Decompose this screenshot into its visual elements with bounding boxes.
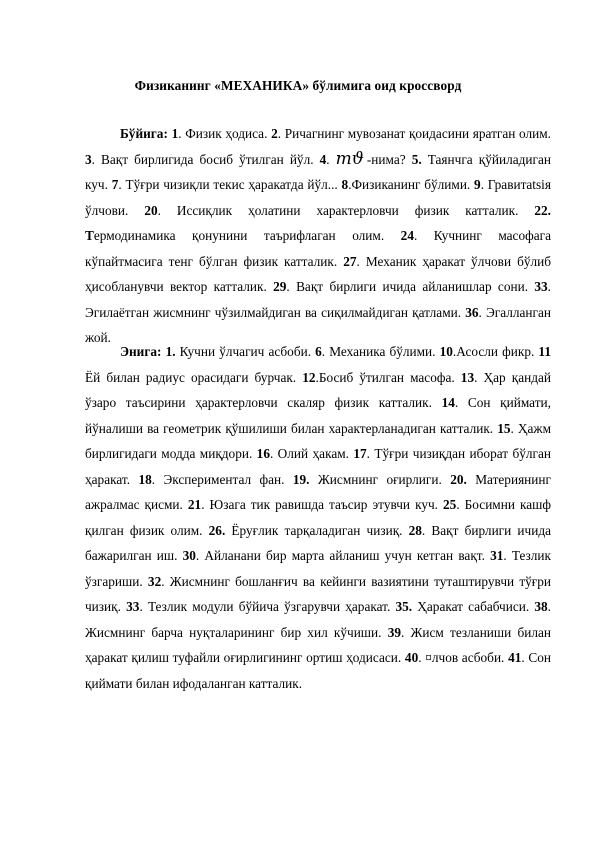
clue-item <box>405 650 508 665</box>
clue-number: 12 <box>302 369 316 385</box>
clue-item <box>144 203 534 218</box>
page-title: Физиканинг «МЕХАНИКА» бўлимига оид кроссворд <box>134 78 462 93</box>
clue-item <box>209 523 409 538</box>
clue-item <box>315 344 439 359</box>
clue-number: 1. <box>165 344 176 359</box>
clue-item <box>172 126 272 141</box>
clue-text: Жисмнинг оғирлиги. <box>309 471 451 487</box>
clue-number: 21 <box>187 497 202 512</box>
clue-number: 41 <box>508 650 522 665</box>
clue-text: . Ричагнинг мувозанат қоидасини яратган олим. <box>277 126 551 141</box>
clue-text: Материянинг ажралмас қисми. <box>85 471 551 512</box>
clue-text: Ёруғлик тарқаладиган чизиқ. <box>225 522 409 538</box>
clue-text: . Кучнинг масофага кўпайтмасига тенг бўлган физик катталик. <box>85 228 551 269</box>
clue-number: 16 <box>256 446 270 461</box>
clue-item <box>85 152 320 167</box>
clue-item <box>183 548 490 563</box>
clue-text: .Босиб ўтилган масофа. <box>315 369 461 385</box>
clue-text: . Сон қиймати, йўналиши ва геометрик қўшилиши билан характерланадиган катталик. <box>85 395 551 436</box>
clue-number: 32 <box>147 573 162 589</box>
clue-number: 18 <box>138 471 152 487</box>
clue-number: 40 <box>404 650 419 665</box>
clue-item <box>273 279 534 294</box>
clue-text: . Жисм тезланиши билан ҳаракат қилиш туфайли оғирлигининг ортиш ҳодисаси. <box>85 624 551 665</box>
clue-formula: mϑ <box>335 148 364 169</box>
clue-number: 6 <box>315 344 322 359</box>
clue-number: 29 <box>273 279 287 294</box>
clue-text: . Ҳажм бирлигидаги модда миқдори. <box>85 420 551 461</box>
clue-text: . Тезлик модули бўйича ўзгарувчи ҳаракат. <box>139 599 396 614</box>
clue-number: 8 <box>341 177 349 192</box>
clue-number: 25 <box>443 497 457 512</box>
clue-item <box>138 472 292 487</box>
clue-number: 2 <box>271 126 278 141</box>
across-heading: Бўйига: <box>120 126 168 141</box>
clue-number: 13 <box>460 369 475 385</box>
clue-text: . Тўғри чизиқдан иборат бўлган ҳаракат. <box>85 446 552 487</box>
clue-number: 36 <box>465 304 479 320</box>
clue-text: Ёй билан радиус орасидаги бурчак. <box>85 369 303 385</box>
clue-item <box>293 472 450 487</box>
clue-number: 19. <box>292 471 310 487</box>
clue-text: . Вақт бирлиги ичида айланишлар сони. <box>286 279 535 294</box>
clue-item <box>440 344 539 359</box>
clue-text: . <box>326 151 330 167</box>
clue-number: 26. <box>208 522 226 538</box>
clue-number: 1 <box>171 126 179 141</box>
clue-text: . Айланани бир марта айланиш учун кетган вақт. <box>195 548 491 563</box>
clue-text: . Механик ҳаракат ўлчови бўлиб ҳисобланувчи вектор катталик. <box>85 253 552 294</box>
clue-item <box>395 599 534 614</box>
clue-text: . Олий ҳакам. <box>269 446 354 461</box>
clue-number: 9 <box>474 177 481 192</box>
clue-text: . Сон қиймати билан ифодаланган катталик. <box>85 650 552 691</box>
clue-text: . Гравитatsiя ўлчови. <box>85 177 551 218</box>
clue-number: 20 <box>144 202 158 218</box>
clue-item <box>342 177 475 192</box>
clue-number: 38 <box>534 599 548 614</box>
clue-item <box>302 370 461 385</box>
clue-number: 5. <box>411 151 422 167</box>
clue-number: 15 <box>497 420 511 436</box>
clue-text: . Тўғри чизиқли текис ҳаракатда йўл... <box>118 177 342 192</box>
down-heading: Энига: <box>120 344 162 359</box>
clue-number: 11 <box>538 344 551 359</box>
clue-item <box>188 497 443 512</box>
clue-number: 27 <box>343 253 357 269</box>
clue-text: . Эгалланган жой. <box>85 304 551 345</box>
clue-number: 17 <box>353 446 367 461</box>
clue-number: 30 <box>182 548 196 563</box>
clue-number: 14 <box>441 395 455 410</box>
clue-text: . Жисмнинг бошланғич ва кейинги вазиятини туташтирувчи тўғри чизиқ. <box>85 573 552 614</box>
clue-text: . Физик ҳодиса. <box>178 126 272 141</box>
clue-number: 33 <box>534 279 548 294</box>
clue-text-after: -нима? <box>366 151 412 167</box>
clue-number: 31 <box>490 548 504 563</box>
clue-text: . Экспериментал фан. <box>151 471 293 487</box>
clue-text: Таянчга қўйиладиган куч. <box>85 151 551 192</box>
clue-text: ермодинамика қонунини таърифлаган олим. <box>93 228 401 243</box>
clue-text: . Босимни кашф қилган физик олим. <box>85 497 551 538</box>
clue-number: 28 <box>408 522 422 538</box>
clue-item <box>257 446 354 461</box>
clue-item <box>126 599 395 614</box>
clue-text: . Механика бўлими. <box>321 344 440 359</box>
clue-number: 33 <box>126 599 140 614</box>
clue-text: . Тезлик ўзгариши. <box>85 548 551 589</box>
across-clue-list <box>85 126 551 345</box>
clue-number: 39 <box>387 624 401 640</box>
clue-text: . Вақт бирлиги ичида бажарилган иш. <box>85 522 551 563</box>
clue-item <box>112 177 342 192</box>
clue-text: . Жисмнинг барча нуқталарининг бир хил кўчиши. <box>85 599 551 640</box>
clue-text: . Эгилаётган жисмнинг чўзилмайдиган ва сиқилмайдиган қатлами. <box>85 279 551 320</box>
clue-number: 7 <box>111 177 119 192</box>
clue-number: 35. <box>395 599 413 614</box>
clue-text: Кучни ўлчагич асбоби. <box>175 344 316 359</box>
clue-text: .Асосли фикр. <box>452 344 539 359</box>
clue-number: 10 <box>439 344 453 359</box>
clue-text: . Юзага тик равишда таъсир этувчи куч. <box>201 497 444 512</box>
clue-text: Ҳаракат сабабчиси. <box>412 599 535 614</box>
clue-item <box>166 344 316 359</box>
clue-item <box>319 148 412 169</box>
clue-text: . Вақт бирлигида босиб ўтилган йўл. <box>91 151 320 167</box>
across-clues-section <box>85 121 551 351</box>
down-clues-section <box>85 339 551 696</box>
clue-text: . Иссиқлик ҳолатини характерловчи физик катталик. <box>157 202 535 218</box>
down-clue-list <box>85 344 551 691</box>
clue-number: 4 <box>319 151 327 167</box>
clue-text: . Ҳар қандай ўзаро таъсирини ҳарактерловчи скаляр физик катталик. <box>85 369 551 410</box>
clue-text: .Физиканинг бўлими. <box>348 177 475 192</box>
clue-number: 3 <box>85 151 92 167</box>
clue-number: 20. <box>450 471 467 487</box>
clue-number: 22. Т <box>85 202 551 243</box>
clue-item <box>271 126 551 141</box>
clue-text: . ¤лчов асбоби. <box>418 650 509 665</box>
clue-number: 24 <box>400 228 414 243</box>
